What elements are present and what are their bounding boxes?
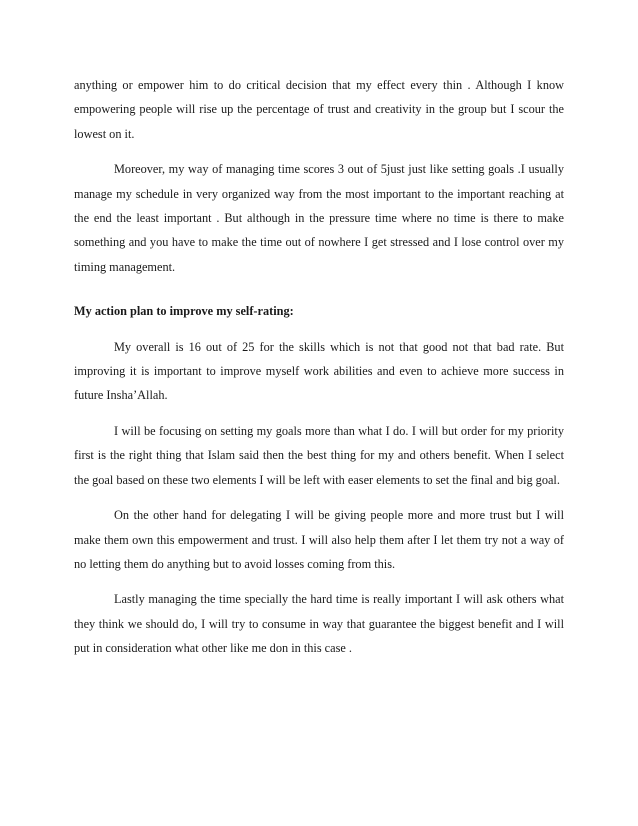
paragraph-delegating: On the other hand for delegating I will be giving people more and more trust but I will make them own this empowerment and trust. I will also help them after I let them try not a way of no letting them do anything but to avoid losses coming from this. [74,508,564,571]
section-heading: My action plan to improve my self-rating: [74,304,294,319]
paragraph-goal-setting: I will be focusing on setting my goals more than what I do. I will but order for my priority first is the right thing that Islam said then the best thing for my and others benefit. When I select the goal based on these two elements I will be left with easer elements to set the final and big goal. [74,423,564,487]
paragraph-time-management: Moreover, my way of managing time scores 3 out of 5just just like setting goals .I usually manage my schedule in very organized way from the most important to the important reaching at the end the least important . But although in the pressure time where no time is there to make something and you have to make the time out of nowhere I get stressed and I lose control over my timing management. [74,162,564,274]
paragraph-time-plan: Lastly managing the time specially the hard time is really important I will ask others what they think we should do, I will try to consume in way that guarantee the biggest benefit and I will put in consideration what other like me don in this case . [74,592,564,656]
paragraph-continuation: anything or empower him to do critical decision that my effect every thin . Although I know empowering people will rise up the percentage of trust and creativity in the group but I scour the lowest on it. [74,78,564,141]
paragraph-overall-score: My overall is 16 out of 25 for the skills which is not that good not that bad rate. But improving it is important to improve myself work abilities and even to achieve more success in future Insha’Allah. [74,339,564,403]
document-page [74,73,564,672]
